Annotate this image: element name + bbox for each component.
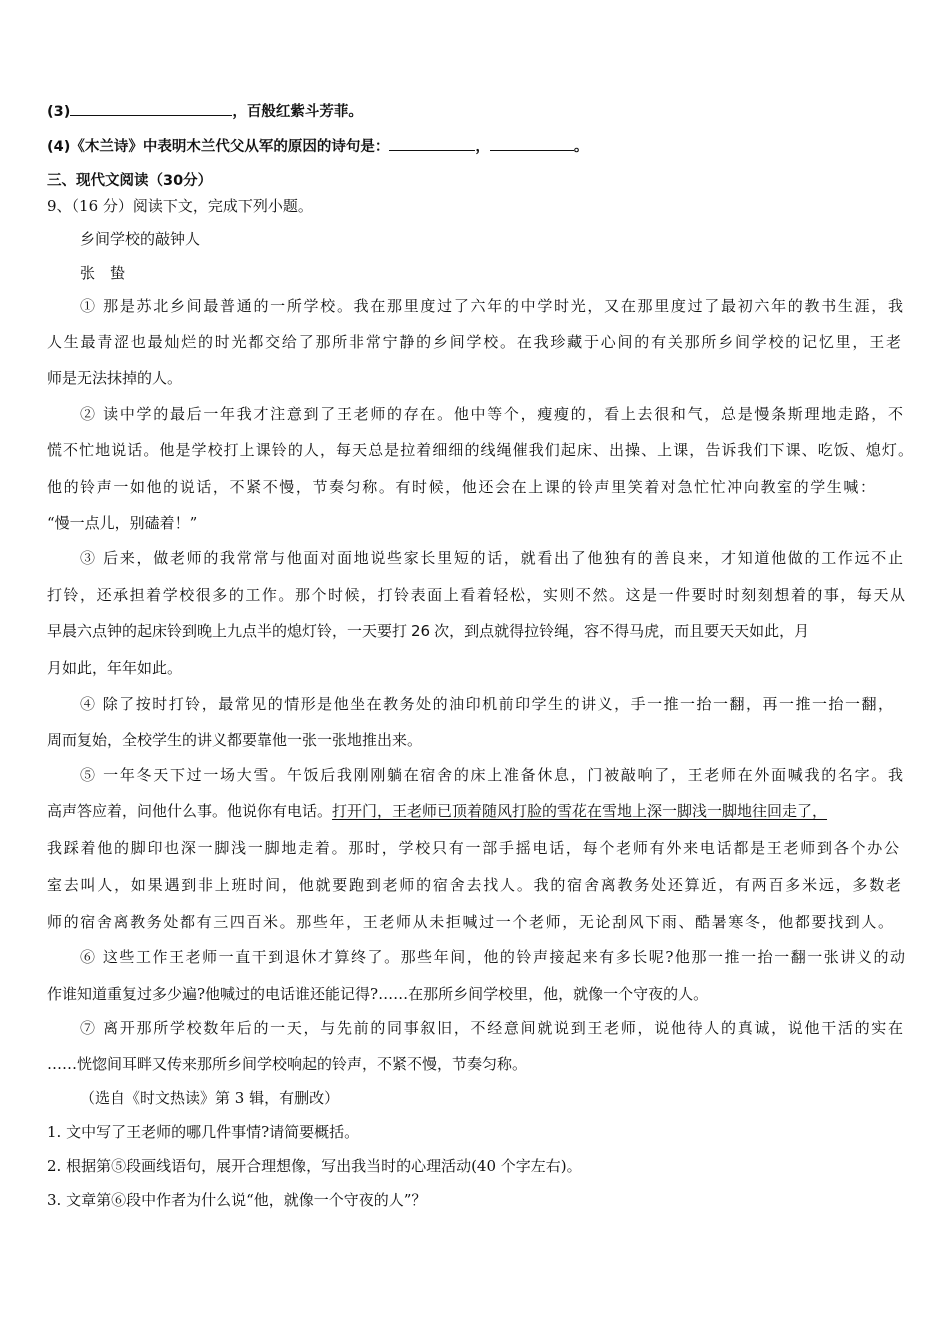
paragraph-5-line: 室去叫人，如果遇到非上班时间，他就要跑到老师的宿舍去找人。我的宿舍离教务处还算近，有两百多米远，多数老 xyxy=(47,876,901,894)
paragraph-5-line: 师的宿舍离教务处都有三四百米。那些年，王老师从未拒喊过一个老师，无论刮风下雨、酷暑寒冬，他都要找到人。 xyxy=(47,913,893,931)
paragraph-5-line: ⑤ 一年冬天下过一场大雪。午饭后我刚刚躺在宿舍的床上准备休息，门被敲响了，王老师在外面喊我的名字。我 xyxy=(80,766,903,784)
article-source: （选自《时文热读》第 3 辑，有删改） xyxy=(80,1089,340,1107)
paragraph-2-line: ② 读中学的最后一年我才注意到了王老师的存在。他中等个，瘦瘦的，看上去很和气，总是慢条斯理地走路，不 xyxy=(80,405,903,423)
paragraph-3-text: 早晨六点钟的起床铃到晚上九点半的熄灯铃，一天要打 xyxy=(47,622,408,640)
underlined-sentence: 打开门，王老师已顶着随风打脸的雪花在雪地上深一脚浅一脚地往回走了， xyxy=(332,802,828,820)
bell-count: 26 xyxy=(411,622,431,640)
answer-blank[interactable] xyxy=(490,136,574,151)
q4-sep: ， xyxy=(475,139,490,155)
q3-prefix: (3) xyxy=(47,104,71,120)
paragraph-3-line: ③ 后来，做老师的我常常与他面对面地说些家长里短的话，就看出了他独有的善良来，才知道他做的工作远不止 xyxy=(80,549,903,567)
paragraph-2-line: “慢一点儿，别磕着！” xyxy=(47,514,198,532)
article-title: 乡间学校的敲钟人 xyxy=(80,230,201,248)
sub-question: 3. 文章第⑥段中作者为什么说“他，就像一个守夜的人”？ xyxy=(47,1191,427,1209)
paragraph-1-line: ① 那是苏北乡间最普通的一所学校。我在那里度过了六年的中学时光，又在那里度过了最初六年的教书生涯，我 xyxy=(80,297,903,315)
paragraph-1-line: 人生最青涩也最灿烂的时光都交给了那所非常宁静的乡间学校。在我珍藏于心间的有关那所乡间学校的记忆里，王老 xyxy=(47,333,901,351)
sub-question: 1. 文中写了王老师的哪几件事情?请简要概括。 xyxy=(47,1123,360,1141)
paragraph-2-line: 他的铃声一如他的说话，不紧不慢，节奏匀称。有时候，他还会在上课的铃声里笑着对急忙忙冲向教室的学生喊： xyxy=(47,478,875,496)
question-intro: 9、（16 分）阅读下文，完成下列小题。 xyxy=(47,197,313,215)
paragraph-6-line: ⑥ 这些工作王老师一直干到退休才算终了。那些年间，他的铃声接起来有多长呢?他那一推一抬一翻一张讲义的动 xyxy=(80,948,905,966)
paragraph-3-line: 月如此，年年如此。 xyxy=(47,659,183,677)
fill-in-q3 xyxy=(47,101,907,122)
paragraph-2-line: 慌不忙地说话。他是学校打上课铃的人，每天总是拉着细细的线绳催我们起床、出操、上课，告诉我们下课、吃饭、熄灯。 xyxy=(47,441,913,459)
paragraph-6-line: 作谁知道重复过多少遍?他喊过的电话谁还能记得?……在那所乡间学校里，他，就像一个守夜的人。 xyxy=(47,985,709,1003)
section-title: 三、现代文阅读（30分） xyxy=(47,173,213,189)
paragraph-3-line: 打铃，还承担着学校很多的工作。那个时候，打铃表面上看着轻松，实则不然。这是一件要时时刻刻想着的事，每天从 xyxy=(47,586,905,604)
paragraph-3-line xyxy=(47,621,907,641)
paragraph-7-line: ……恍惚间耳畔又传来那所乡间学校响起的铃声，不紧不慢，节奏匀称。 xyxy=(47,1055,528,1073)
answer-blank[interactable] xyxy=(389,136,475,151)
paragraph-3-text: 次，到点就得拉铃绳，容不得马虎，而且要天天如此，月 xyxy=(434,622,810,640)
paragraph-4-line: ④ 除了按时打铃，最常见的情形是他坐在教务处的油印机前印学生的讲义，手一推一抬一翻，再一推一抬一翻， xyxy=(80,695,893,713)
sub-question: 2. 根据第⑤段画线语句，展开合理想像，写出我当时的心理活动(40 个字左右)。 xyxy=(47,1157,582,1175)
paragraph-5-text: 高声答应着，问他什么事。他说你有电话。 xyxy=(47,802,333,820)
paragraph-1-line: 师是无法抹掉的人。 xyxy=(47,369,183,387)
article-author: 张 蛰 xyxy=(80,264,126,282)
answer-blank[interactable] xyxy=(70,101,232,116)
paragraph-5-line: 我踩着他的脚印也深一脚浅一脚地走着。那时，学校只有一部手摇电话，每个老师有外来电话都是王老师到各个办公 xyxy=(47,839,899,857)
q4-text: (4)《木兰诗》中表明木兰代父从军的原因的诗句是： xyxy=(47,139,390,155)
paragraph-5-line xyxy=(47,801,907,821)
fill-in-q4 xyxy=(47,136,907,157)
q3-suffix: ，百般红紫斗芳菲。 xyxy=(232,104,363,120)
paragraph-4-line: 周而复始，全校学生的讲义都要靠他一张一张地推出来。 xyxy=(47,731,423,749)
q4-end: 。 xyxy=(573,139,589,155)
paragraph-7-line: ⑦ 离开那所学校数年后的一天，与先前的同事叙旧，不经意间就说到王老师，说他待人的真诚，说他干活的实在 xyxy=(80,1019,903,1037)
